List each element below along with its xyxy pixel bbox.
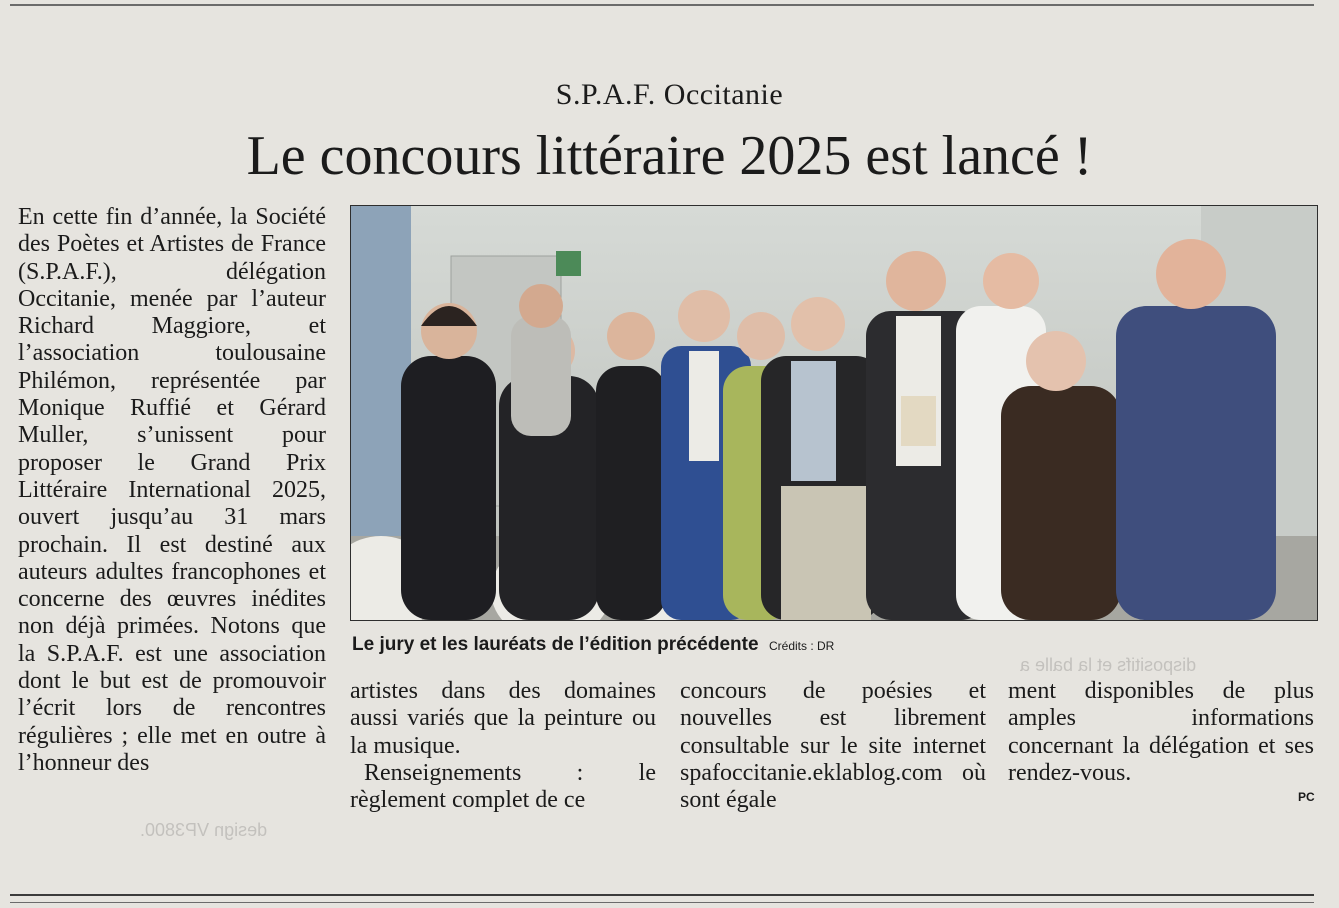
bleed-through-text: dispositifs et la balle a: [1020, 655, 1197, 675]
bleed-through-text: design VP3800.: [140, 820, 268, 840]
jury-photo: [350, 205, 1318, 621]
bottom-rule: [10, 894, 1314, 896]
article-kicker: S.P.A.F. Occitanie: [555, 78, 784, 111]
photo-caption: [352, 634, 1312, 656]
article-column-left: En cette fin d’année, la Société des Poètes et Artistes de France (S.P.A.F.), délégation Occitanie, menée par l’auteur Richard Maggiore, et l’association toulousaine Philémon, représentée par Monique Ruffié et Gérard Muller, s’unissent pour proposer le Grand Prix Littéraire International 2025, ouvert jusqu’au 31 mars prochain. Il est destiné aux auteurs adultes francophones et concerne des œuvres inédites non déjà primées. Notons que la S.P.A.F. est une association dont le but est de promouvoir l’écrit lors de rencontres régulières ; elle met en outre à l’honneur des: [18, 204, 326, 776]
article-column-3: concours de poésies et nouvelles est librement consultable sur le site internet spafoccitanie.eklablog.com où sont égale: [680, 678, 986, 814]
paragraph: artistes dans des domaines aussi variés que la peinture ou la musique.: [350, 678, 656, 759]
article-column-2: [350, 678, 656, 814]
group-photo-illustration: [351, 206, 1317, 620]
paragraph: Renseignements : le règlement complet de ce: [350, 759, 656, 814]
caption-text: Le jury et les lauréats de l’édition précédente: [352, 634, 759, 655]
article-column-4: ment disponibles de plus amples informations concernant la délégation et ses rendez-vous.: [1008, 678, 1314, 786]
author-signature: PC: [1298, 790, 1315, 804]
photo-credit: Crédits : DR: [768, 639, 835, 653]
article-headline: Le concours littéraire 2025 est lancé !: [246, 125, 1093, 187]
